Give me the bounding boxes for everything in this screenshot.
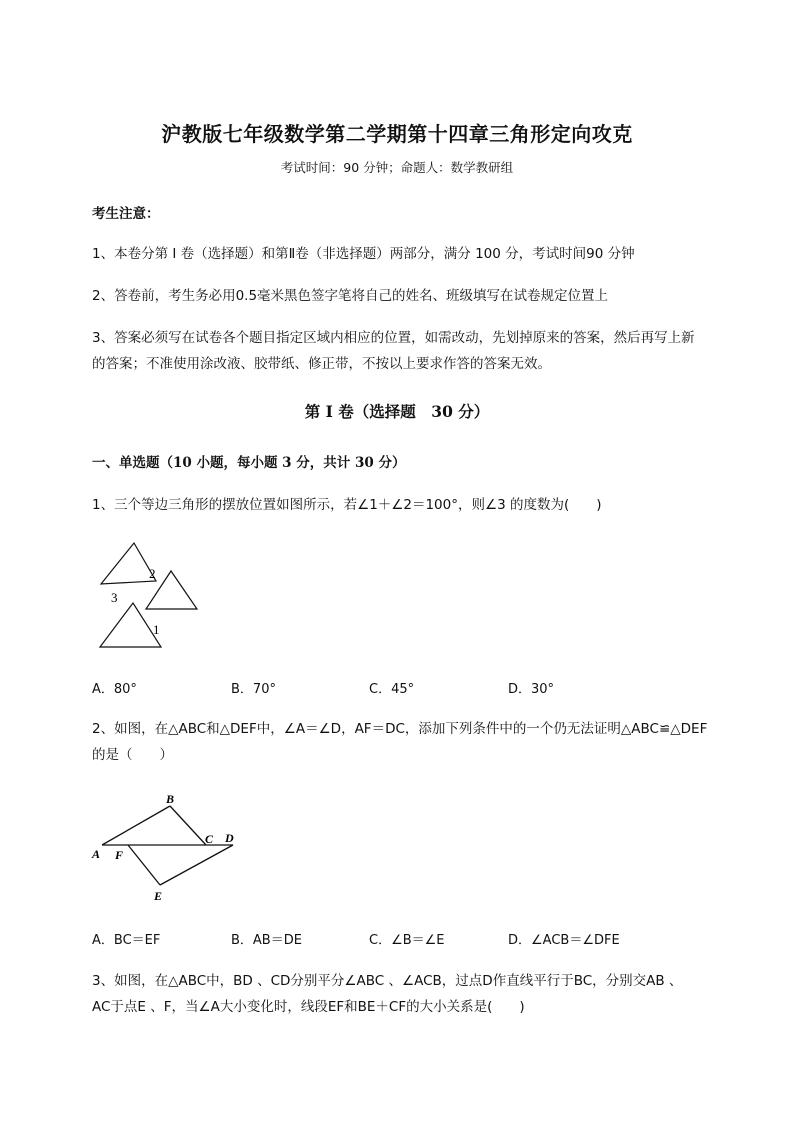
question-2-option-d[interactable]: D．∠ACB＝∠DFE xyxy=(508,933,620,948)
angle-label-3: 3 xyxy=(111,590,118,605)
question-1-option-a[interactable]: A．80° xyxy=(92,682,137,697)
point-label-e: E xyxy=(154,889,163,903)
question-2-stem-line1: 2、如图，在△ABC和△DEF中，∠A＝∠D，AF＝DC，添加下列条件中的一个仍无法证明△ABC≌△DEF xyxy=(92,721,708,737)
angle-label-1: 1 xyxy=(153,622,160,637)
point-label-c: C xyxy=(205,832,214,846)
question-1-option-d[interactable]: D．30° xyxy=(508,682,555,697)
question-3-stem-line2: AC于点E 、F，当∠A大小变化时，线段EF和BE＋CF的大小关系是( ) xyxy=(92,999,525,1015)
notice-item-1: 1、本卷分第 I 卷（选择题）和第Ⅱ卷（非选择题）两部分，满分 100 分，考试时间90 分钟 xyxy=(92,246,635,262)
question-2-option-b[interactable]: B．AB＝DE xyxy=(231,933,302,948)
point-label-d: D xyxy=(225,831,234,845)
notice-item-3-line2: 的答案；不准使用涂改液、胶带纸、修正带，不按以上要求作答的答案无效。 xyxy=(92,356,551,372)
part-heading: 一、单选题（10 小题，每小题 3 分，共计 30 分） xyxy=(92,455,406,471)
point-label-a: A xyxy=(92,847,101,861)
question-1-stem: 1、三个等边三角形的摆放位置如图所示，若∠1＋∠2＝100°，则∠3 的度数为( ) xyxy=(92,497,602,513)
page-title: 沪教版七年级数学第二学期第十四章三角形定向攻克 xyxy=(161,122,633,146)
question-2-option-c[interactable]: C．∠B＝∠E xyxy=(369,933,445,948)
question-2-figure xyxy=(88,788,248,906)
question-3-stem-line1: 3、如图，在△ABC中，BD 、CD分别平分∠ABC 、∠ACB，过点D作直线平行于BC，分别交AB 、 xyxy=(92,973,683,989)
point-label-b: B xyxy=(166,792,175,806)
notice-item-3-line1: 3、答案必须写在试卷各个题目指定区域内相应的位置，如需改动，先划掉原来的答案，然后再写上新 xyxy=(92,330,695,346)
exam-info: 考试时间：90 分钟；命题人：数学教研组 xyxy=(280,160,514,175)
question-2-option-a[interactable]: A．BC＝EF xyxy=(92,933,161,948)
triangle-top xyxy=(101,543,156,584)
question-1-option-c[interactable]: C．45° xyxy=(369,682,415,697)
point-label-f: F xyxy=(115,848,124,862)
question-1-figure xyxy=(90,535,210,655)
question-2-stem-line2: 的是（ ） xyxy=(92,747,173,763)
angle-label-2: 2 xyxy=(149,566,156,581)
question-1-option-b[interactable]: B．70° xyxy=(231,682,276,697)
notice-heading: 考生注意： xyxy=(92,206,160,222)
section-title: 第 I 卷（选择题 30 分） xyxy=(304,402,490,421)
notice-item-2: 2、答卷前，考生务必用0.5毫米黑色签字笔将自己的姓名、班级填写在试卷规定位置上 xyxy=(92,288,609,304)
